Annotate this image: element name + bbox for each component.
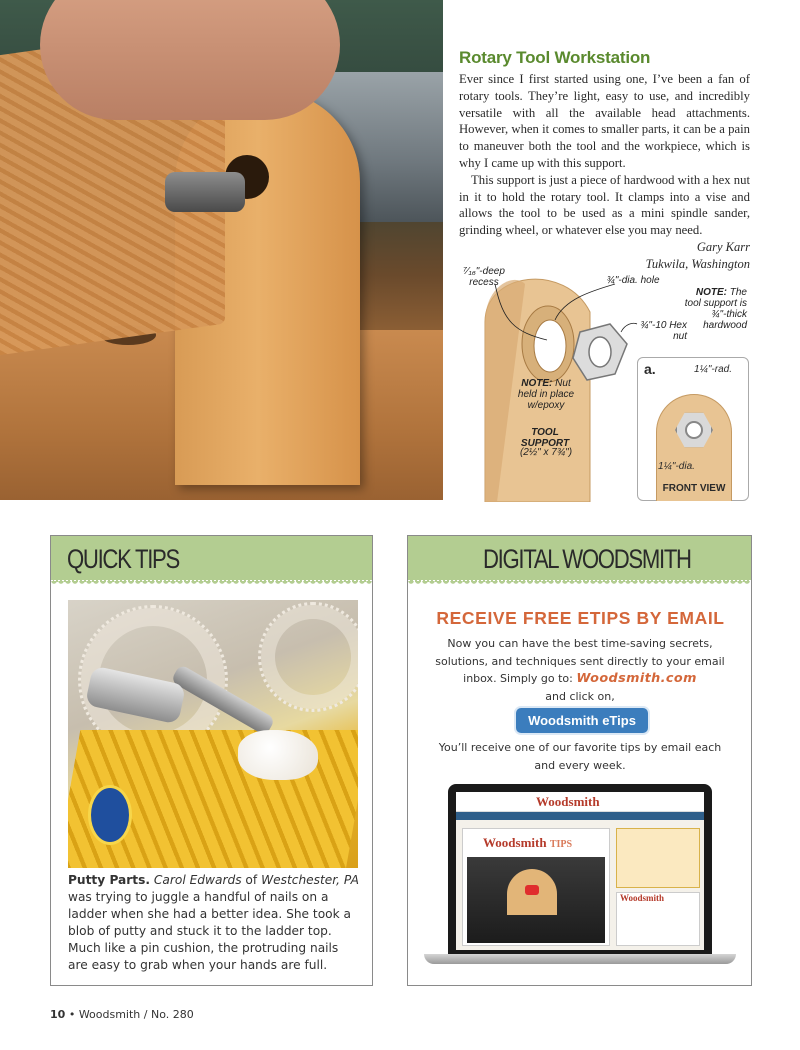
etips-body-click: and click on, (545, 689, 615, 703)
note-support-heading: NOTE: (695, 287, 727, 298)
hero-brand: Woodsmith (483, 835, 547, 850)
article (459, 48, 750, 273)
plans-promo-title: Woodsmith (620, 893, 665, 903)
page-number: 10 (50, 1008, 66, 1021)
quick-tips-header (51, 536, 372, 582)
woodsmith-etips-button[interactable]: Woodsmith eTips (516, 708, 648, 733)
page-footer (50, 1008, 194, 1021)
detail-tag: a. (644, 361, 656, 377)
laptop-screen (448, 784, 712, 954)
etips-weekly-text: You’ll receive one of our favorite tips by email each and every week. (438, 741, 722, 772)
recess-label: ⁷⁄₁₆"-deep recess (463, 266, 505, 288)
putty-photo (68, 600, 358, 868)
digital-woodsmith-box (407, 535, 752, 986)
article-location: Tukwila, Washington (645, 256, 750, 271)
woodsmith-site-link[interactable]: Woodsmith.com (576, 671, 697, 687)
hand (40, 0, 340, 120)
hero-suffix: TIPS (549, 839, 573, 850)
rotary-tool-photo (0, 0, 443, 500)
note-nut-label (511, 378, 581, 411)
hole-label: ¾"-dia. hole (606, 275, 660, 286)
digital-header (408, 536, 751, 582)
laptop-image (424, 784, 736, 969)
quick-tips-box (50, 535, 373, 986)
etips-body (430, 635, 730, 705)
front-view-detail (637, 357, 749, 501)
lace-doily (258, 602, 358, 712)
nut-hole-shape (685, 421, 703, 439)
publication-name: Woodsmith / No. 280 (78, 1008, 194, 1021)
article-paragraph-1: Ever since I first started using one, I’ve been a fan of rotary tools. They’re light, easy to use, and incredibly versatile with all the available head attachments. However, when it comes to smaller parts, it can be a pain to maneuver both the tool and the workpiece, which is why I came up with this support. (459, 72, 750, 170)
website-ad (616, 828, 700, 888)
article-author: Gary Karr (696, 239, 750, 254)
play-icon (525, 885, 539, 895)
tool-support-label: TOOL SUPPORT (520, 427, 570, 449)
putty-blob (238, 730, 318, 780)
etips-body-text: Now you can have the best time-saving secrets, solutions, and techniques sent directly to your email inbox. Simply go to: (435, 637, 725, 686)
article-paragraph-2: This support is just a piece of hardwood with a hex nut in it to hold the rotary tool. It clamps into a vise and allows the tool to be used as a mini spindle sander, grinding wheel, or whatever else you may need. (459, 172, 750, 238)
website-hero (462, 828, 610, 946)
note-nut-text: Nut held in place w/epoxy (517, 378, 575, 411)
quick-tips-heading: QUICK TIPS (67, 544, 179, 574)
website-nav-bar (456, 812, 704, 820)
website-hero-title (483, 835, 572, 851)
tool-support-dims: (2½" x 7¾") (519, 447, 573, 458)
tip-body: was trying to juggle a handful of nails on a ladder when she had a better idea. She took a blob of putty and stuck it to the ladder top. Much like a pin cushion, the protruding nails are easy to grab when your hands are full. (68, 890, 352, 972)
sanding-drum (165, 172, 245, 212)
dia-label: 1¼"-dia. (658, 461, 695, 472)
note-nut-heading: NOTE: (521, 378, 553, 389)
putty-tip-text (68, 872, 360, 974)
tip-of: of (241, 873, 262, 887)
tip-author: Carol Edwards (153, 873, 242, 887)
laptop-base (424, 954, 736, 964)
note-support-text: The tool support is ¾"-thick hardwood (684, 287, 747, 331)
ladder-logo (88, 785, 132, 845)
footer-bullet: • (68, 1008, 76, 1021)
digital-heading: DIGITAL WOODSMITH (483, 544, 691, 574)
etips-title: RECEIVE FREE ETIPS BY EMAIL (436, 608, 725, 628)
tip-location: Westchester, PA (261, 873, 360, 887)
article-title: Rotary Tool Workstation (459, 48, 651, 67)
radius-label: 1¼"-rad. (693, 364, 732, 375)
website-brand: Woodsmith (536, 794, 600, 809)
hex-nut-label: ¾"-10 Hex nut (640, 320, 687, 342)
note-support-label (681, 287, 747, 331)
website-screenshot (456, 792, 704, 950)
tip-title: Putty Parts. (68, 873, 150, 887)
front-view-label: FRONT VIEW (662, 483, 726, 494)
